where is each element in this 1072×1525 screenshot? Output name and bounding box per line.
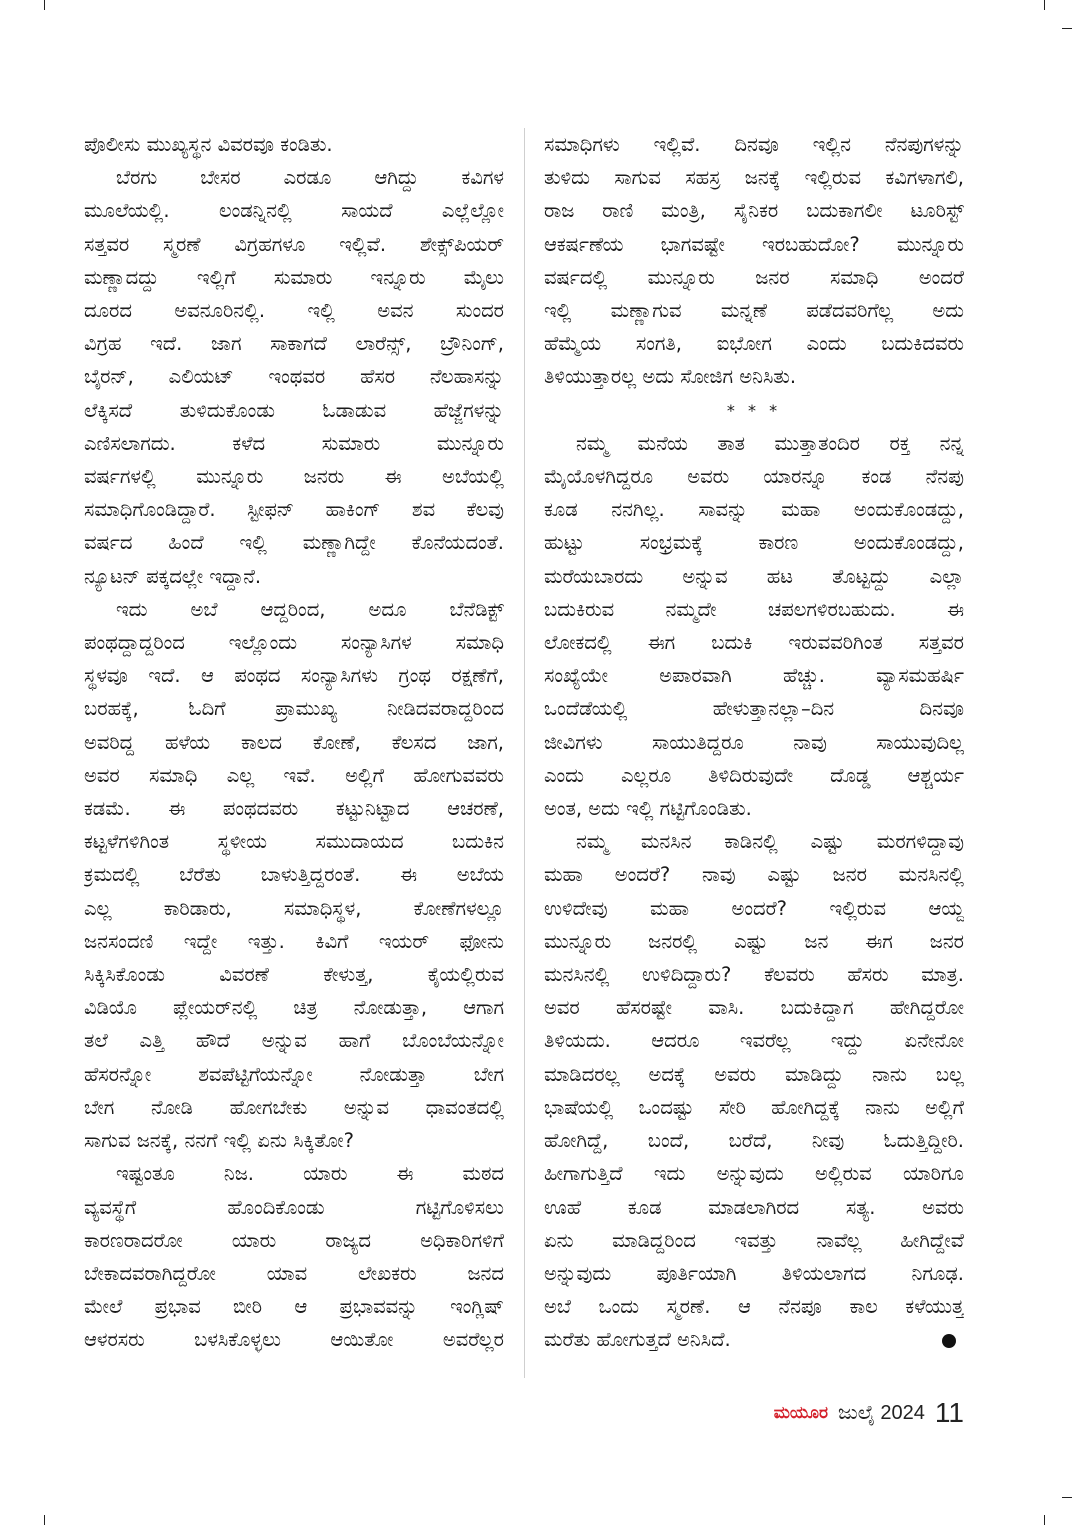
text-line: ಎಣಿಸಲಾಗದು. ಕಳೆದ ಸುಮಾರು ಮುನ್ನೂರು [84,431,504,455]
text-line: ಲೋಕದಲ್ಲಿ ಈಗ ಬದುಕಿ ಇರುವವರಿಗಿಂತ ಸತ್ತವರ [544,631,964,655]
text-line: ಬದುಕಿರುವ ನಮ್ಮದೇ ಚಪಲಗಳಿರಬಹುದು. ಈ [544,597,964,621]
paragraph [84,128,504,161]
text-line: ಉಳಿದೇವು ಮಹಾ ಅಂದರೆ? ಇಲ್ಲಿರುವ ಆಯ್ದ [544,896,964,920]
text-line: ಸ್ಥಳವೂ ಇದೆ. ಆ ಪಂಥದ ಸಂನ್ಯಾಸಿಗಳು ಗ್ರಂಥ ರಕ್ಷಣೆಗೆ, [84,664,504,688]
text-line: ಹೋಗಿದ್ದೆ, ಬಂದೆ, ಬರೆದೆ, ನೀವು ಓದುತ್ತಿದ್ದೀರಿ. [544,1129,964,1153]
text-line: ನಮ್ಮ ಮನಸಿನ ಕಾಡಿನಲ್ಲಿ ಎಷ್ಟು ಮರಗಳಿದ್ದಾವು [576,830,964,854]
paragraph [544,825,964,1356]
text-line: ವರ್ಷಗಳಲ್ಲಿ ಮುನ್ನೂರು ಜನರು ಈ ಅಬೆಯಲ್ಲಿ [84,465,504,489]
text-line: ದೂರದ ಅವನೂರಿನಲ್ಲಿ. ಇಲ್ಲಿ ಅವನ ಸುಂದರ [84,299,504,323]
text-line: ಬರಹಕ್ಕೆ, ಓದಿಗೆ ಪ್ರಾಮುಖ್ಯ ನೀಡಿದವರಾದ್ದರಿಂದ [84,697,504,721]
text-line: ಮಾಡಿದರಲ್ಲ ಅದಕ್ಕೆ ಅವರು ಮಾಡಿದ್ದು ನಾನು ಬಲ್ಲ [544,1062,964,1086]
text-line: ಮಣ್ಣಾದದ್ದು ಇಲ್ಲಿಗೆ ಸುಮಾರು ಇನ್ನೂರು ಮೈಲು [84,265,504,289]
text-line: ಅಂತ, ಅದು ಇಲ್ಲಿ ಗಟ್ಟಿಗೊಂಡಿತು. [544,797,752,821]
text-line: ಜೀವಿಗಳು ಸಾಯುತಿದ್ದರೂ ನಾವು ಸಾಯುವುದಿಲ್ಲ [544,730,964,754]
text-line: ಹೆಸರನ್ನೋ ಶವಪೆಟ್ಟಿಗೆಯನ್ನೋ ನೋಡುತ್ತಾ ಬೇಗ [84,1062,504,1086]
crop-mark-top-left [44,0,45,10]
article-end-bullet-icon [942,1334,956,1348]
text-line: ಮರೆಯಬಾರದು ಅನ್ನುವ ಹಟ ತೊಟ್ಟದ್ದು ಎಲ್ಲಾ [544,564,964,588]
crop-mark-top-right [1044,0,1045,10]
text-line: ತುಳಿದು ಸಾಗುವ ಸಹಸ್ರ ಜನಕ್ಕೆ ಇಲ್ಲಿರುವ ಕವಿಗಳಾಗಲಿ, [544,166,964,190]
text-line: ಸಾಗುವ ಜನಕ್ಕೆ, ನನಗೆ ಇಲ್ಲಿ ಏನು ಸಿಕ್ಕಿತೋ? [84,1129,354,1153]
text-line: ಎಲ್ಲ ಕಾರಿಡಾರು, ಸಮಾಧಿಸ್ಥಳ, ಕೋಣೆಗಳಲ್ಲೂ [84,896,504,920]
text-line: ಕಡಮೆ. ಈ ಪಂಥದವರು ಕಟ್ಟುನಿಟ್ಟಾದ ಆಚರಣೆ, [84,797,504,821]
crop-mark-right-lower [1062,1497,1072,1498]
section-separator: * * * [726,400,782,420]
column-divider [524,128,525,1378]
text-line: ತಿಳಿಯುತ್ತಾರಲ್ಲ ಅದು ಸೋಜಿಗ ಅನಿಸಿತು. [544,365,797,389]
text-line: ಕ್ರಮದಲ್ಲಿ ಬೆರೆತು ಬಾಳುತ್ತಿದ್ದರಂತೆ. ಈ ಅಬೆಯ [84,863,504,887]
text-line: ಕಾರಣರಾದರೋ ಯಾರು ರಾಜ್ಯದ ಅಧಿಕಾರಿಗಳಿಗೆ [84,1228,504,1252]
right-column [544,128,964,1357]
text-line: ಪೊಲೀಸು ಮುಖ್ಯಸ್ಥನ ವಿವರವೂ ಕಂಡಿತು. [84,133,333,156]
text-line: ವಿಡಿಯೊ ಪ್ಲೇಯರ್‌ನಲ್ಲಿ ಚಿತ್ರ ನೋಡುತ್ತಾ, ಆಗಾಗ [84,996,504,1020]
text-line: ಅವರ ಸಮಾಧಿ ಎಲ್ಲ ಇವೆ. ಅಲ್ಲಿಗೆ ಹೋಗುವವರು [84,763,504,787]
text-line: ಅವರ ಹೆಸರಷ್ಟೇ ವಾಸಿ. ಬದುಕಿದ್ದಾಗ ಹೇಗಿದ್ದರೋ [544,996,964,1020]
text-line: ಬೇಗ ನೋಡಿ ಹೋಗಬೇಕು ಅನ್ನುವ ಧಾವಂತದಲ್ಲಿ [84,1095,504,1119]
text-line: ಮನಸಿನಲ್ಲಿ ಉಳಿದಿದ್ದಾರು? ಕೆಲವರು ಹೆಸರು ಮಾತ್ರ. [544,963,964,987]
text-line: ಭಾಷೆಯಲ್ಲಿ ಒಂದಷ್ಟು ಸೇರಿ ಹೋಗಿದ್ದಕ್ಕೆ ನಾನು ಅಲ್ಲಿಗೆ [544,1095,964,1119]
left-column [84,128,504,1357]
text-line: ಮರೆತು ಹೋಗುತ್ತದೆ ಅನಿಸಿದೆ. [544,1328,731,1352]
text-line: ಅವರಿದ್ದ ಹಳೆಯ ಕಾಲದ ಕೋಣೆ, ಕೆಲಸದ ಜಾಗ, [84,730,504,754]
text-line: ತಿಳಿಯದು. ಆದರೂ ಇವರೆಲ್ಲ ಇದ್ದು ಏನೇನೋ [544,1029,964,1053]
text-line: ವ್ಯವಸ್ಥೆಗೆ ಹೊಂದಿಕೊಂಡು ಗಟ್ಟಿಗೊಳಿಸಲು [84,1195,504,1219]
paragraph [544,128,964,394]
paragraph [84,161,504,593]
text-line: ಲೆಕ್ಕಿಸದೆ ತುಳಿದುಕೊಂಡು ಓಡಾಡುವ ಹೆಜ್ಜೆಗಳನ್ನು [84,398,504,422]
text-line: ನಮ್ಮ ಮನೆಯ ತಾತ ಮುತ್ತಾತಂದಿರ ರಕ್ತ ನನ್ನ [576,431,964,455]
magazine-logo: ಮಯೂರ [773,1403,828,1423]
text-line: ಬೇಕಾದವರಾಗಿದ್ದರೋ ಯಾವ ಲೇಖಕರು ಜನದ [84,1261,504,1285]
text-line: ಏನು ಮಾಡಿದ್ದರಿಂದ ಇವತ್ತು ನಾವೆಲ್ಲ ಹೀಗಿದ್ದೇವೆ [544,1228,964,1252]
text-line: ಇಷ್ಟಂತೂ ನಿಜ. ಯಾರು ಈ ಮಠದ [116,1162,504,1186]
text-line: ಬೆರಗು ಬೇಸರ ಎರಡೂ ಆಗಿದ್ದು ಕವಿಗಳ [116,166,504,190]
text-line: ಸಮಾಧಿಗೊಂಡಿದ್ದಾರೆ. ಸ್ಟೀಫನ್ ಹಾಕಿಂಗ್ ಶವ ಕೆಲವು [84,498,504,522]
text-line: ವರ್ಷದ ಹಿಂದೆ ಇಲ್ಲಿ ಮಣ್ಣಾಗಿದ್ದೇ ಕೊನೆಯದಂತೆ. [84,531,504,555]
text-line: ಅನ್ನುವುದು ಪೂರ್ತಿಯಾಗಿ ತಿಳಿಯಲಾಗದ ನಿಗೂಢ. [544,1261,964,1285]
text-line: ಹುಟ್ಟು ಸಂಭ್ರಮಕ್ಕೆ ಕಾರಣ ಅಂದುಕೊಂಡದ್ದು, [544,531,964,555]
text-line: ವಿಗ್ರಹ ಇದೆ. ಜಾಗ ಸಾಕಾಗದೆ ಲಾರೆನ್ಸ್, ಬ್ರೌನಿಂಗ್, [84,332,504,356]
text-line: ವರ್ಷದಲ್ಲಿ ಮುನ್ನೂರು ಜನರ ಸಮಾಧಿ ಅಂದರೆ [544,265,964,289]
text-line: ಹೀಗಾಗುತ್ತಿದೆ ಇದು ಅನ್ನುವುದು ಅಲ್ಲಿರುವ ಯಾರಿಗೂ [544,1162,964,1186]
crop-mark-right-upper [1062,28,1072,29]
text-line: ಆಳರಸರು ಬಳಸಿಕೊಳ್ಳಲು ಆಯಿತೋ ಅವರೆಲ್ಲರ [84,1328,504,1352]
text-line: ಹೆಮ್ಮೆಯ ಸಂಗತಿ, ಐಭೋಗ ಎಂದು ಬದುಕಿದವರು [544,332,964,356]
text-line: ಇಲ್ಲಿ ಮಣ್ಣಾಗುವ ಮನ್ನಣೆ ಪಡೆದವರಿಗೆಲ್ಲ ಅದು [544,299,964,323]
text-line: ಮೇಲೆ ಪ್ರಭಾವ ಬೀರಿ ಆ ಪ್ರಭಾವವನ್ನು ಇಂಗ್ಲಿಷ್ [84,1295,504,1319]
crop-mark-bottom-right [1044,1515,1045,1525]
page-number: 11 [934,1397,964,1428]
text-line: ಬೈರನ್, ಎಲಿಯಟ್ ಇಂಥವರ ಹೆಸರ ನೆಲಹಾಸನ್ನು [84,365,504,389]
text-line: ಮುನ್ನೂರು ಜನರಲ್ಲಿ ಎಷ್ಟು ಜನ ಈಗ ಜನರ [544,929,964,953]
paragraph [544,427,964,825]
text-line: ಸಂಖ್ಯೆಯೇ ಅಪಾರವಾಗಿ ಹೆಚ್ಚು. ವ್ಯಾಸಮಹರ್ಷಿ [544,664,964,688]
text-line: ಒಂದೆಡೆಯಲ್ಲಿ ಹೇಳುತ್ತಾನಲ್ಲಾ–ದಿನ ದಿನವೂ [544,697,964,721]
crop-mark-bottom-left [44,1515,45,1525]
text-line: ರಾಜ ರಾಣಿ ಮಂತ್ರಿ, ಸೈನಿಕರ ಬದುಕಾಗಲೀ ಟೂರಿಸ್ಟ್ [544,199,964,223]
text-line: ಊಹೆ ಕೂಡ ಮಾಡಲಾಗಿರದ ಸತ್ಯ. ಅವರು [544,1195,964,1219]
paragraph [84,593,504,1157]
text-line: ಕಟ್ಟಳೆಗಳಿಗಿಂತ ಸ್ಥಳೀಯ ಸಮುದಾಯದ ಬದುಕಿನ [84,830,504,854]
text-line: ಮೂಲೆಯಲ್ಲಿ. ಲಂಡನ್ನಿನಲ್ಲಿ ಸಾಯದೆ ಎಲ್ಲೆಲ್ಲೋ [84,199,504,223]
text-line: ಕೂಡ ನನಗಿಲ್ಲ. ಸಾವನ್ನು ಮಹಾ ಅಂದುಕೊಂಡದ್ದು, [544,498,964,522]
page-footer [724,1396,964,1430]
text-line: ಎಂದು ಎಲ್ಲರೂ ತಿಳಿದಿರುವುದೇ ದೊಡ್ಡ ಆಶ್ಚರ್ಯ [544,763,964,787]
text-line: ಸತ್ತವರ ಸ್ಮರಣೆ ವಿಗ್ರಹಗಳೂ ಇಲ್ಲಿವೆ. ಶೇಕ್ಸ್‌ಪಿಯರ್ [84,232,504,256]
text-line: ಇದು ಅಬೆ ಆದ್ದರಿಂದ, ಅದೂ ಬೆನೆಡಿಕ್ಟ್ [116,597,504,621]
text-line: ಪಂಥದ್ದಾದ್ದರಿಂದ ಇಲ್ಲೊಂದು ಸಂನ್ಯಾಸಿಗಳ ಸಮಾಧಿ [84,631,504,655]
text-line: ಸಮಾಧಿಗಳು ಇಲ್ಲಿವೆ. ದಿನವೂ ಇಲ್ಲಿನ ನೆನಪುಗಳನ್ನು [544,133,964,156]
text-line: ನ್ಯೂಟನ್ ಪಕ್ಕದಲ್ಲೇ ಇದ್ದಾನೆ. [84,564,262,588]
text-line: ತಲೆ ಎತ್ತಿ ಹೌದೆ ಅನ್ನುವ ಹಾಗೆ ಬೊಂಬೆಯನ್ನೋ [84,1029,504,1053]
text-line: ಜನಸಂದಣಿ ಇದ್ದೇ ಇತ್ತು. ಕಿವಿಗೆ ಇಯರ್ ಫೋನು [84,929,504,953]
text-line: ಆಕರ್ಷಣೆಯ ಭಾಗವಷ್ಟೇ ಇರಬಹುದೋ? ಮುನ್ನೂರು [544,232,964,256]
text-line: ಅಬೆ ಒಂದು ಸ್ಮರಣೆ. ಆ ನೆನಪೂ ಕಾಲ ಕಳೆಯುತ್ತ [544,1295,964,1319]
issue-date: ಜುಲೈ 2024 [837,1401,925,1424]
text-line: ಸಿಕ್ಕಿಸಿಕೊಂಡು ವಿವರಣೆ ಕೇಳುತ್ತ, ಕೈಯಲ್ಲಿರುವ [84,963,504,987]
text-line: ಮೈಯೊಳಗಿದ್ದರೂ ಅವರು ಯಾರನ್ನೂ ಕಂಡ ನೆನಪು [544,465,964,489]
text-line: ಮಹಾ ಅಂದರೆ? ನಾವು ಎಷ್ಟು ಜನರ ಮನಸಿನಲ್ಲಿ [544,863,964,887]
paragraph [84,1157,504,1356]
